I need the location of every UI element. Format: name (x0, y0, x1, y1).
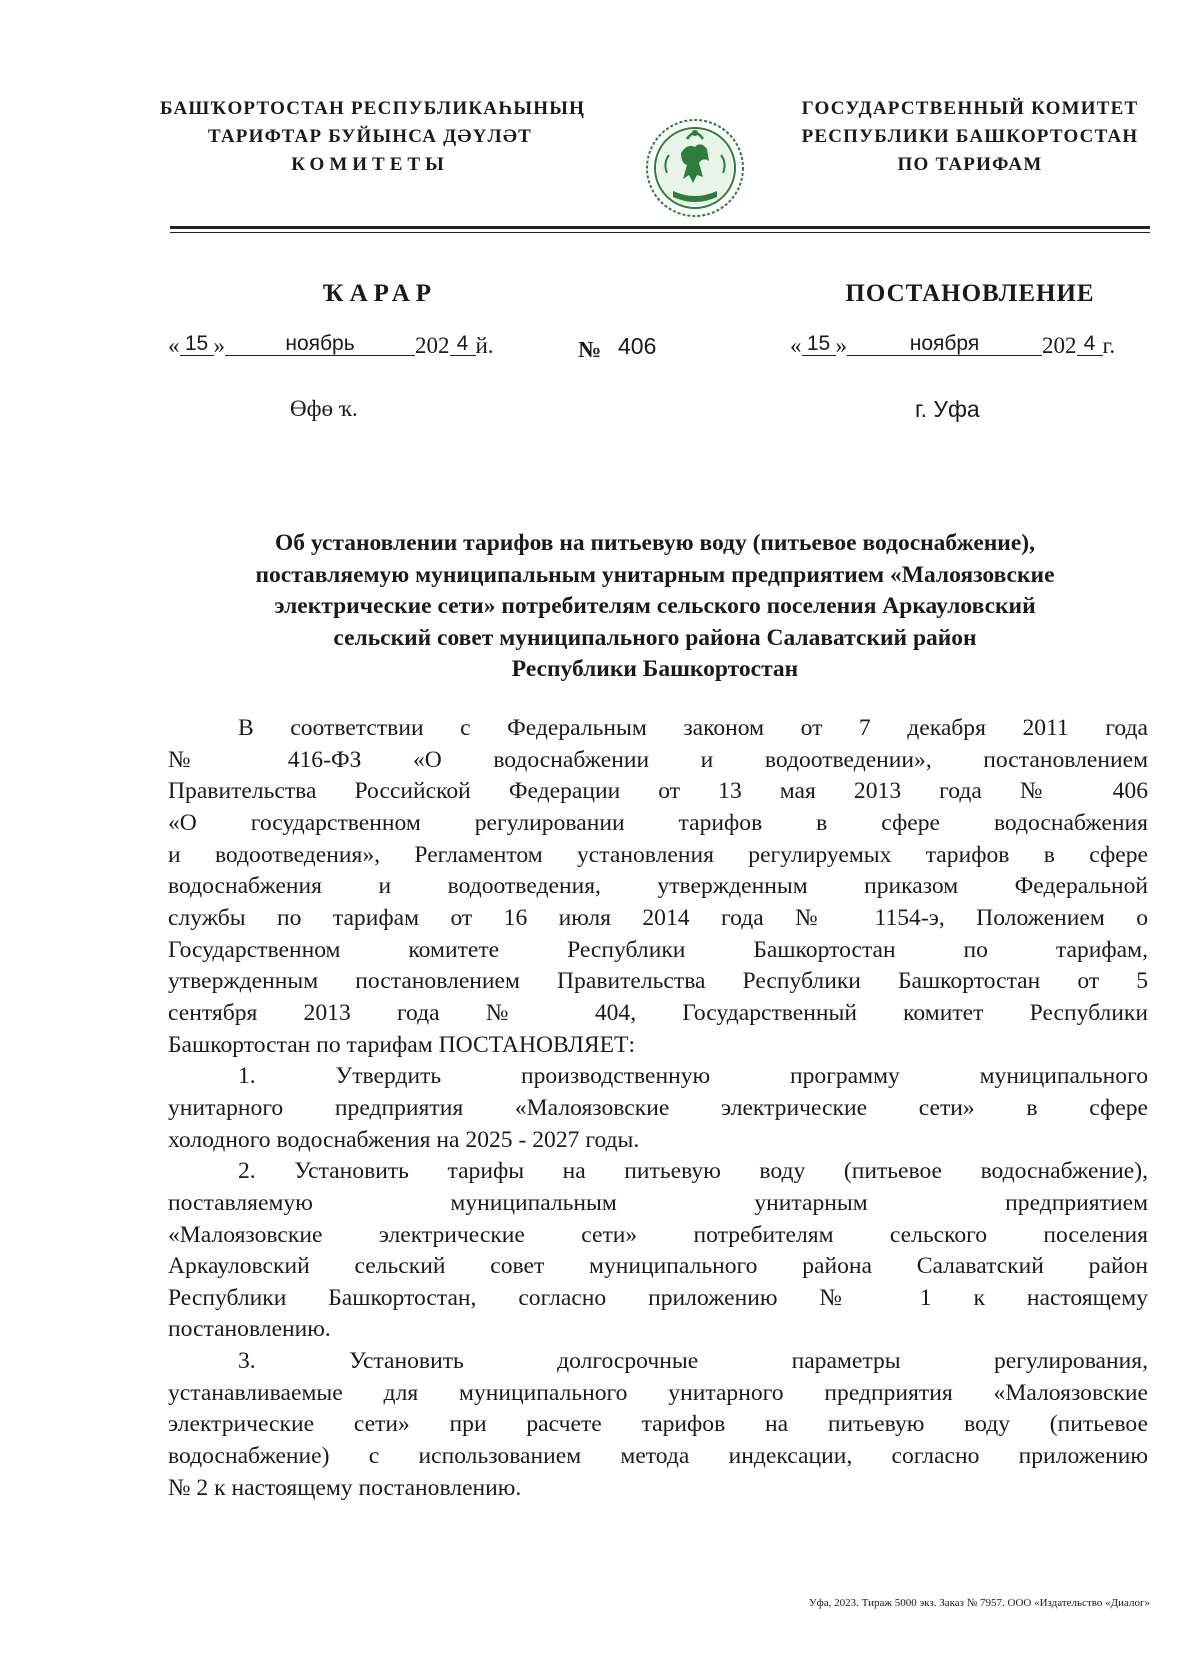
body-line: № 416-ФЗ «О водоснабжении и водоотведении», постановлением (168, 746, 1148, 773)
document-body (168, 713, 1148, 1504)
left-date-year-digit: 4 (450, 333, 476, 356)
left-org-line-2: ТАРИФТАР БУЙЫНСА ДӘҮЛӘТ (207, 126, 533, 147)
postanovlenie-title: ПОСТАНОВЛЕНИЕ (845, 280, 1095, 307)
document-number: 406 (618, 333, 657, 359)
body-line: «О государственном регулировании тарифов в сфере водоснабжения (168, 809, 1148, 836)
right-org-line-2: РЕСПУБЛИКИ БАШКОРТОСТАН (801, 126, 1139, 147)
left-date (168, 333, 494, 359)
right-date-quote-close: » (835, 333, 847, 358)
document-title (160, 528, 1150, 686)
right-date-year-prefix: 202 (1042, 333, 1077, 358)
body-line: водоснабжения и водоотведения, утвержденным приказом Федеральной (168, 873, 1148, 900)
left-date-year-prefix: 202 (415, 333, 450, 358)
left-date-month: ноябрь (225, 333, 415, 356)
right-city: г. Уфа (915, 396, 980, 422)
body-line: утвержденным постановлением Правительства Республики Башкортостан от 5 (168, 968, 1148, 995)
body-line: службы по тарифам от 16 июля 2014 года № 1154-э, Положением о (168, 904, 1148, 931)
body-line: устанавливаемые для муниципального унитарного предприятия «Малоязовские (168, 1379, 1148, 1406)
left-date-day: 15 (180, 333, 214, 356)
body-line: унитарного предприятия «Малоязовские электрические сети» в сфере (168, 1094, 1148, 1121)
coat-of-arms-icon (643, 113, 747, 223)
body-line: постановлению. (168, 1316, 331, 1343)
header-divider-thick (170, 226, 1150, 229)
number-sign: № (578, 337, 602, 362)
body-line: Государственном комитете Республики Башкортостан по тарифам, (168, 936, 1148, 963)
right-date (790, 333, 1115, 359)
left-organization-name (160, 95, 586, 179)
left-city: Өфө ҡ. (290, 396, 358, 421)
left-date-quote-open: « (168, 333, 180, 358)
right-organization-name (780, 95, 1160, 179)
body-line: сентября 2013 года № 404, Государственный комитет Республики (168, 999, 1148, 1026)
right-org-line-3: ПО ТАРИФАМ (897, 154, 1043, 175)
body-line: «Малоязовские электрические сети» потребителям сельского поселения (168, 1221, 1148, 1248)
right-date-quote-open: « (790, 333, 802, 358)
body-line: поставляемую муниципальным унитарным предприятием (168, 1189, 1148, 1216)
body-line: холодного водоснабжения на 2025 - 2027 годы. (168, 1126, 640, 1153)
body-line: № 2 к настоящему постановлению. (168, 1474, 522, 1501)
header-divider-thin (170, 232, 1150, 233)
body-line: 1. Утвердить производственную программу муниципального (238, 1063, 1148, 1090)
karar-title: ҠАРАР (322, 280, 438, 307)
print-footer: Уфа, 2023. Тираж 5000 экз. Заказ № 7957. ООО «Издательство «Диалог» (808, 1597, 1150, 1609)
title-line: поставляемую муниципальным унитарным предприятием «Малоязовские (255, 561, 1055, 588)
left-date-quote-close: » (213, 333, 225, 358)
title-line: сельский совет муниципального района Салаватский район (333, 624, 977, 651)
body-line: В соответствии с Федеральным законом от 7 декабря 2011 года (238, 715, 1148, 741)
title-line: Республики Башкортостан (511, 656, 799, 682)
right-date-month: ноября (847, 333, 1042, 356)
body-line: Аркауловский сельский совет муниципального района Салаватский район (168, 1253, 1148, 1280)
right-org-line-1: ГОСУДАРСТВЕННЫЙ КОМИТЕТ (801, 98, 1139, 119)
body-line: 2. Установить тарифы на питьевую воду (питьевое водоснабжение), (238, 1158, 1148, 1185)
body-line: Башкортостан по тарифам ПОСТАНОВЛЯЕТ: (168, 1031, 636, 1058)
body-line: Правительства Российской Федерации от 13 мая 2013 года № 406 (168, 778, 1148, 805)
right-date-year-digit: 4 (1077, 333, 1103, 356)
title-line: электрические сети» потребителям сельского поселения Аркауловский (274, 593, 1036, 619)
body-line: и водоотведения», Регламентом установления регулируемых тарифов в сфере (168, 841, 1148, 868)
left-org-line-1: БАШҠОРТОСТАН РЕСПУБЛИКАҺЫНЫҢ (160, 98, 586, 119)
right-date-day: 15 (802, 333, 836, 356)
body-line: водоснабжение) с использованием метода индексации, согласно приложению (168, 1443, 1148, 1470)
left-org-line-3: КОМИТЕТЫ (291, 154, 449, 175)
left-date-year-suffix: й. (475, 333, 494, 358)
body-line: 3. Установить долгосрочные параметры регулирования, (238, 1348, 1148, 1375)
body-line: электрические сети» при расчете тарифов на питьевую воду (питьевое (168, 1411, 1148, 1438)
title-line: Об установлении тарифов на питьевую воду (питьевое водоснабжение), (275, 530, 1035, 556)
right-date-year-suffix: г. (1102, 333, 1116, 358)
body-line: Республики Башкортостан, согласно приложению № 1 к настоящему (168, 1284, 1148, 1311)
